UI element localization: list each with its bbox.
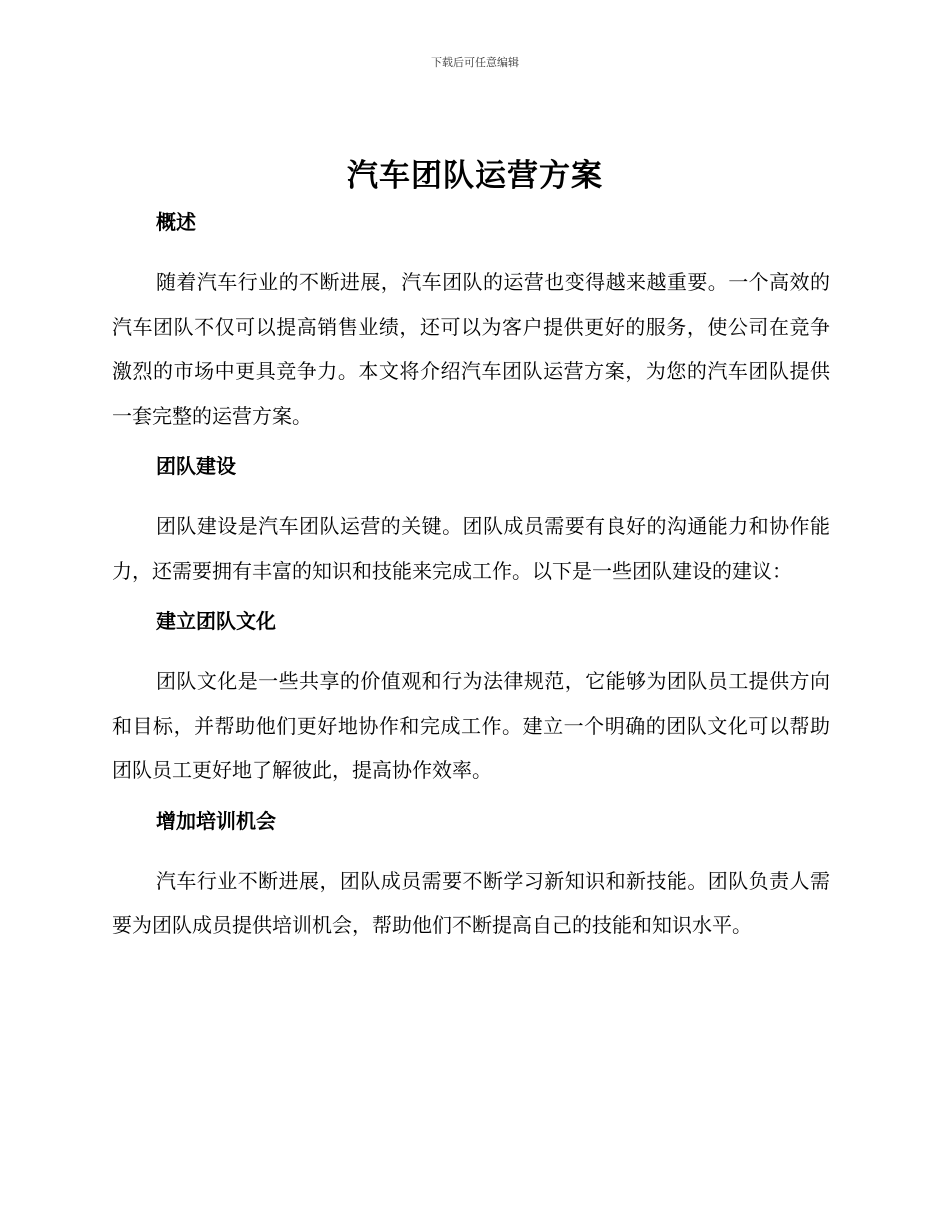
- document-body: [112, 204, 830, 948]
- section-heading: 概述: [156, 210, 196, 234]
- section-heading: 建立团队文化: [156, 609, 276, 633]
- document-title: 汽车团队运营方案: [347, 158, 603, 194]
- section-heading: 增加培训机会: [156, 808, 276, 833]
- section-heading: 团队建设: [156, 454, 236, 478]
- header-note: 下载后可任意编辑: [431, 56, 519, 69]
- section-paragraph: 随着汽车行业的不断进展，汽车团队的运营也变得越来越重要。一个高效的汽车团队不仅可以提高销售业绩，还可以为客户提供更好的服务，使公司在竞争激烈的市场中更具竞争力。本文将介绍汽车团队运营方案，为您的汽车团队提供一套完整的运营方案。: [112, 270, 830, 428]
- section-training: [112, 803, 830, 948]
- section-paragraph: 汽车行业不断进展，团队成员需要不断学习新知识和新技能。团队负责人需要为团队成员提供培训机会，帮助他们不断提高自己的技能和知识水平。: [112, 868, 830, 937]
- section-paragraph: 团队建设是汽车团队运营的关键。团队成员需要有良好的沟通能力和协作能力，还需要拥有丰富的知识和技能来完成工作。以下是一些团队建设的建议：: [112, 514, 830, 583]
- section-overview: [112, 204, 830, 448]
- section-team-culture: [112, 603, 830, 803]
- section-team-building: [112, 448, 830, 603]
- section-paragraph: 团队文化是一些共享的价值观和行为法律规范，它能够为团队员工提供方向和目标，并帮助他们更好地协作和完成工作。建立一个明确的团队文化可以帮助团队员工更好地了解彼此，提高协作效率。: [112, 669, 830, 782]
